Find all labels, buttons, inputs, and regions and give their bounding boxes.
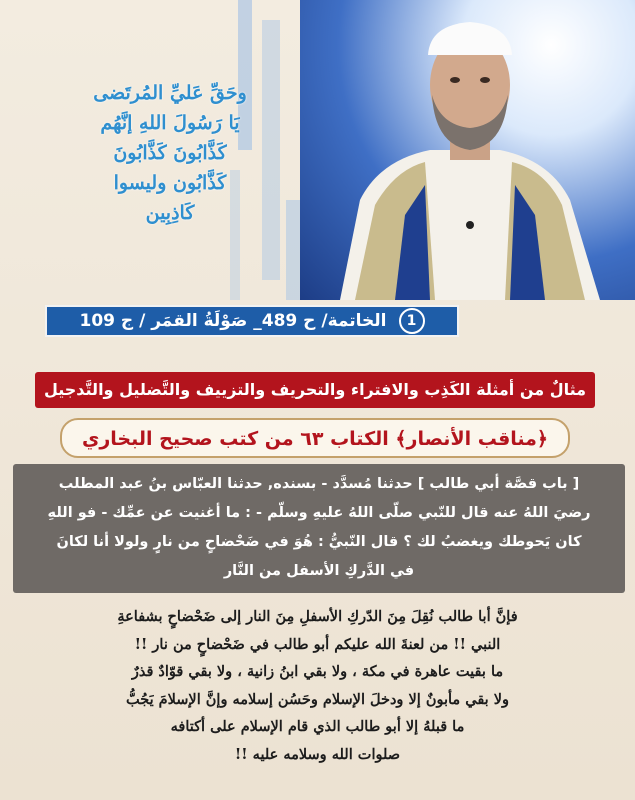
body-text <box>15 603 620 768</box>
poem <box>70 78 270 228</box>
body-line: صلوات الله وسلامه عليه !! <box>234 745 401 763</box>
poem-line: كَذَّابُونَ كَذَّابُونَ <box>113 142 227 164</box>
reference-text: الخاتمة/ ح 489_ صَوْلَةُ القمَر / ج 109 <box>79 311 387 331</box>
speaker-illustration <box>300 0 635 300</box>
header-title: مثالٌ من أمثلة الكَذِب والافتراء والتحريف والتزييف والتَّضليل والتَّدجيل <box>35 372 595 408</box>
hadith-quote-box <box>13 464 625 593</box>
quote-line: رضيَ اللهُ عنه قال للنّبي صلّى اللهُ عليهِ وسلّم - : ما أغنيت عن عمِّك - فو اللهِ <box>47 505 591 521</box>
quote-line: في الدَّركِ الأسفل من النَّار <box>223 563 415 579</box>
quote-line: كان يَحوطك ويغضبُ لك ؟ قال النّبيُّ : هُوَ في ضَحْضاحٍ من نارٍ ولولا أنا لكانَ <box>56 534 582 550</box>
speaker-photo <box>300 0 635 300</box>
body-line: ما بقيت عاهرة في مكة ، ولا بقي ابنُ زانية ، ولا بقي قوّادٌ قذرٌ <box>131 663 504 680</box>
reference-number-badge: 1 <box>399 308 425 334</box>
body-line: النبي !! من لعنةَ الله عليكم أبو طالب في ضَحْضاحٍ من نار !! <box>134 635 501 653</box>
poem-line: كَذَّابُون وليسوا <box>113 172 227 194</box>
poem-line: كَاذِبِين <box>145 202 195 224</box>
reference-bar <box>45 305 459 337</box>
quote-line: [ باب قصَّة أبي طالب ] حدثنا مُسدَّد - بسنده, حدثنا العبّاس بنُ عبد المطلب <box>58 476 580 492</box>
body-line: ولا بقي مأبونٌ إلا ودخلَ الإسلام وحَسُن إسلامه وإنَّ الإسلامَ يَجُبُّ <box>125 690 510 708</box>
body-line: فإنَّ أبا طالب نُقِلَ مِنَ الدّركِ الأسفلِ مِنَ النار إلى ضَحْضاحٍ بشفاعةِ <box>117 608 518 625</box>
body-line: ما قبلهُ إلا أبو طالب الذي قام الإسلام على أكتافه <box>170 718 465 735</box>
header-subtitle: ﴿مناقب الأنصار﴾ الكتاب ٦٣ من كتب صحيح البخاري <box>60 418 570 458</box>
poem-line: يَا رَسُولَ اللهِ إنَّهُم <box>100 112 240 134</box>
poem-line: وحَقِّ عَليِّ المُرتَضى <box>93 82 247 104</box>
